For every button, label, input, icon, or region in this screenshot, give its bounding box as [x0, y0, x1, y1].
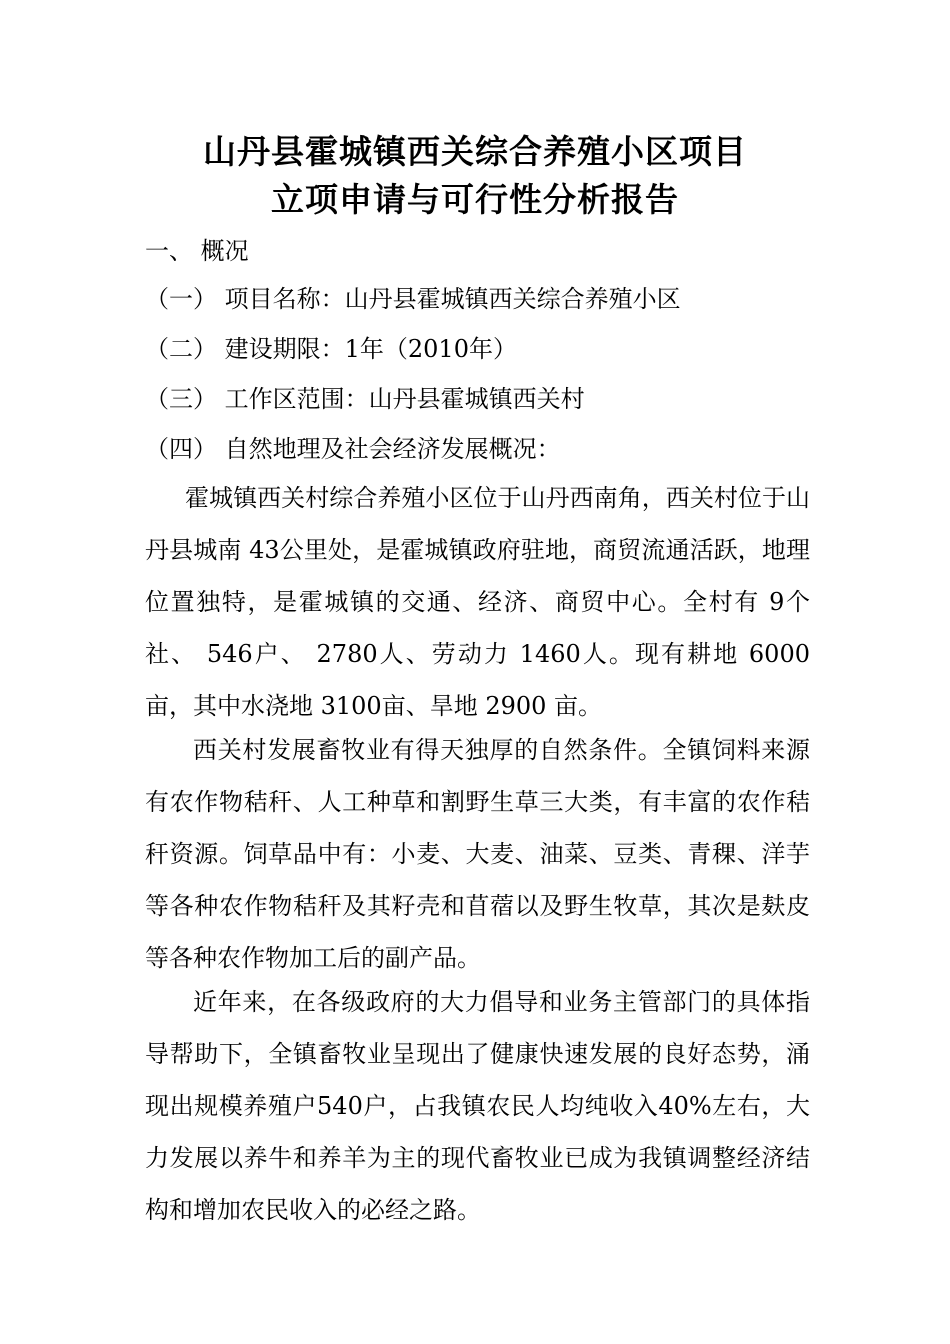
item-project-name: （一） 项目名称：山丹县霍城镇西关综合养殖小区	[145, 285, 681, 313]
paragraph-recent-development: 近年来，在各级政府的大力倡导和业务主管部门的具体指导帮助下，全镇畜牧业呈现出了健康快速发展的良好态势，涌现出规模养殖户540户，占我镇农民人均纯收入40%左右，大力发展以养牛和养羊为主的现代畜牧业已成为我镇调整经济结构和增加农民收入的必经之路。	[145, 988, 810, 1224]
section-heading-overview: 一、 概况	[145, 237, 249, 265]
item-work-area: （三） 工作区范围：山丹县霍城镇西关村	[145, 385, 585, 413]
paragraph-village-overview: 霍城镇西关村综合养殖小区位于山丹西南角，西关村位于山丹县城南 43公里处，是霍城镇政府驻地，商贸流通活跃，地理位置独特，是霍城镇的交通、经济、商贸中心。全村有 9个社、 546户、 2780人、劳动力 1460人。现有耕地 6000亩，其中水浇地 3100亩、旱地 2900 亩。	[145, 484, 810, 720]
item-construction-period: （二） 建设期限：1年（2010年）	[145, 335, 517, 363]
document-title-line1: 山丹县霍城镇西关综合养殖小区项目	[203, 132, 747, 171]
item-natural-social-overview: （四） 自然地理及社会经济发展概况：	[145, 435, 561, 463]
document-title-line2: 立项申请与可行性分析报告	[271, 180, 679, 219]
paragraph-livestock-conditions: 西关村发展畜牧业有得天独厚的自然条件。全镇饲料来源有农作物秸秆、人工种草和割野生草三大类，有丰富的农作秸秆资源。饲草品中有：小麦、大麦、油菜、豆类、青稞、洋芋等各种农作物秸秆及其籽壳和苜蓿以及野生牧草，其次是麸皮等各种农作物加工后的副产品。	[145, 736, 810, 972]
